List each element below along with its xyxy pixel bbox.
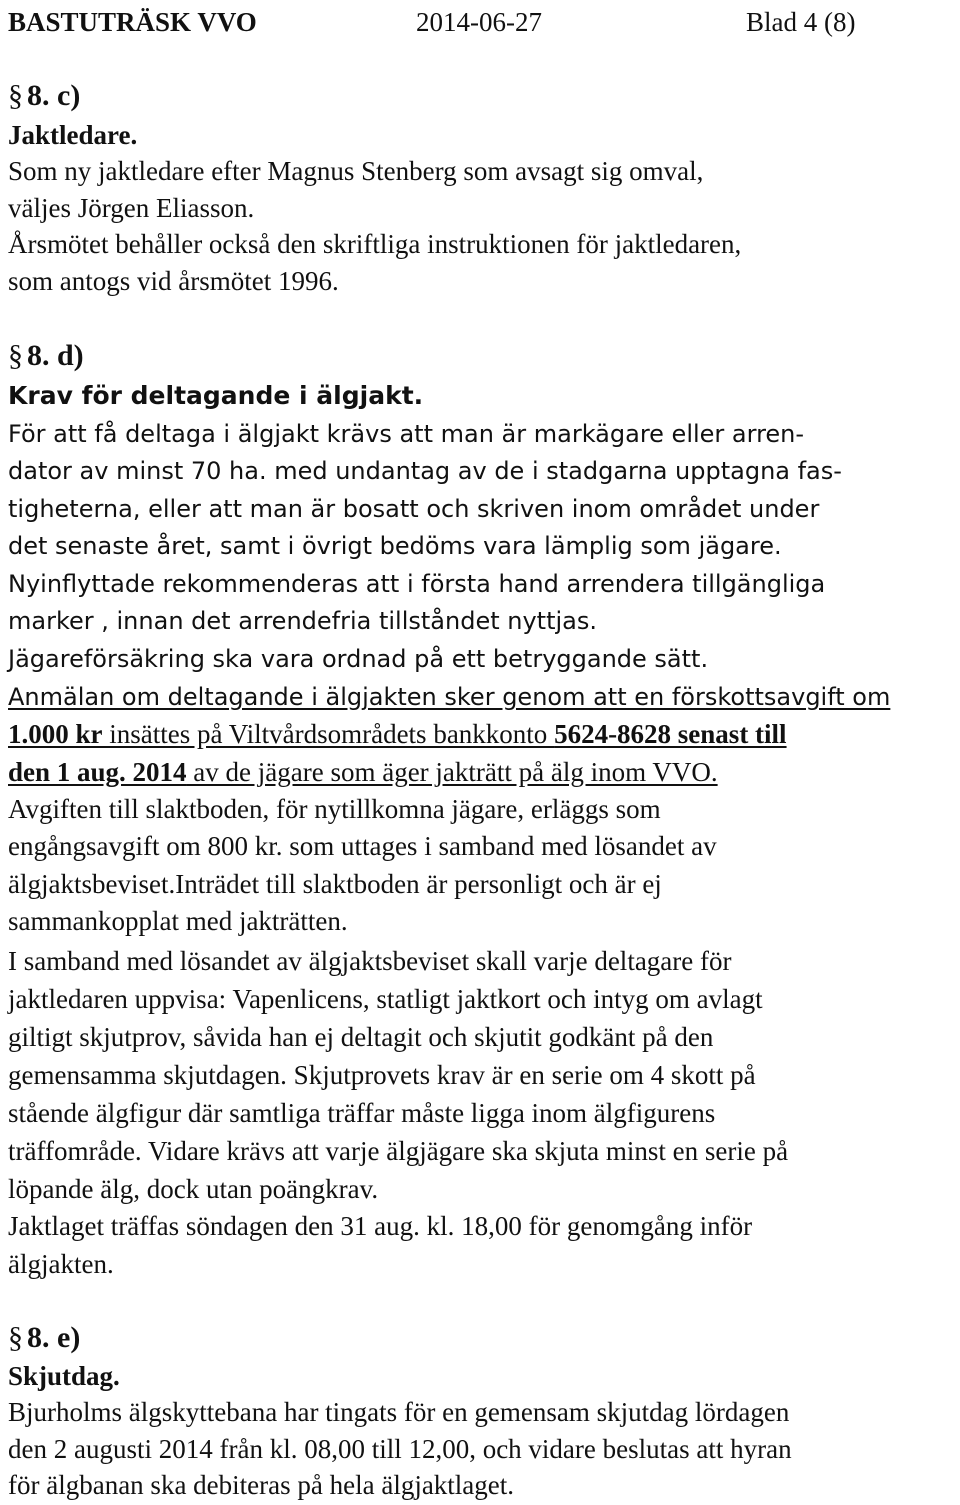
section-d-heading: Krav för deltagande i älgjakt. bbox=[8, 381, 424, 410]
section-e-heading: Skjutdag. bbox=[8, 1361, 120, 1391]
section-c-line: Som ny jaktledare efter Magnus Stenberg som avsagt sig omval, bbox=[8, 156, 704, 186]
page-header bbox=[8, 4, 956, 40]
section-d-line: tigheterna, eller att man är bosatt och skriven inom området under bbox=[8, 495, 820, 523]
paragraph-symbol-icon: § bbox=[8, 339, 23, 372]
section-d-line: engångsavgift om 800 kr. som uttages i samband med lösandet av bbox=[8, 831, 717, 861]
header-date: 2014-06-27 bbox=[416, 7, 542, 37]
section-c-number: § 8. c) bbox=[8, 79, 81, 112]
registration-notice-line: Anmälan om deltagande i älgjakten sker genom att en förskottsavgift om bbox=[8, 683, 891, 711]
section-d-line: För att få deltaga i älgjakt krävs att man är markägare eller arren- bbox=[8, 420, 805, 448]
section-e-line: Bjurholms älgskyttebana har tingats för en gemensam skjutdag lördagen bbox=[8, 1397, 790, 1427]
fee-amount: 1.000 kr bbox=[8, 719, 103, 749]
section-c-line: Årsmötet behåller också den skriftliga instruktionen för jaktledaren, bbox=[8, 229, 742, 259]
section-d-line: det senaste året, samt i övrigt bedöms vara lämplig som jägare. bbox=[8, 532, 782, 560]
header-organization: BASTUTRÄSK VVO bbox=[8, 7, 257, 37]
fee-text: insättes på Viltvårdsområdets bankkonto bbox=[102, 719, 555, 749]
section-c-line: som antogs vid årsmötet 1996. bbox=[8, 266, 339, 296]
paragraph-symbol-icon: § bbox=[8, 1321, 23, 1354]
section-d-line: stående älgfigur där samtliga träffar måste ligga inom älgfigurens bbox=[8, 1098, 716, 1128]
section-e-number: § 8. e) bbox=[8, 1321, 81, 1354]
deadline-text: av de jägare som äger jakträtt på älg inom VVO. bbox=[186, 757, 718, 787]
fee-line bbox=[8, 716, 787, 752]
section-d-line: löpande älg, dock utan poängkrav. bbox=[8, 1174, 379, 1204]
section-d-line: Avgiften till slaktboden, för nytillkomna jägare, erläggs som bbox=[8, 794, 661, 824]
section-d-line: älgjakten. bbox=[8, 1249, 114, 1279]
section-d-line: marker , innan det arrendefria tillståndet nyttjas. bbox=[8, 607, 598, 635]
section-e-line: för älgbanan ska debiteras på hela älgjaktlaget. bbox=[8, 1470, 515, 1500]
section-d-line: Nyinflyttade rekommenderas att i första hand arrendera tillgängliga bbox=[8, 570, 826, 598]
section-d-line: giltigt skjutprov, såvida han ej deltagit och skjutit godkänt på den bbox=[8, 1022, 714, 1052]
bank-account: 5624-8628 senast till bbox=[554, 719, 787, 749]
section-d-line: I samband med lösandet av älgjaktsbeviset skall varje deltagare för bbox=[8, 946, 732, 976]
header-page-number: Blad 4 (8) bbox=[746, 7, 856, 37]
deadline-date: den 1 aug. 2014 bbox=[8, 757, 187, 787]
deadline-line bbox=[8, 754, 718, 790]
section-d-line: Jaktlaget träffas söndagen den 31 aug. kl. 18,00 för genomgång inför bbox=[8, 1211, 753, 1241]
section-d-line: jaktledaren uppvisa: Vapenlicens, statligt jaktkort och intyg om avlagt bbox=[8, 984, 763, 1014]
section-d-line: dator av minst 70 ha. med undantag av de i stadgarna upptagna fas- bbox=[8, 457, 842, 485]
section-d-line: älgjaktsbeviset.Inträdet till slaktboden är personligt och är ej bbox=[8, 869, 662, 899]
section-d-line: sammankopplat med jakträtten. bbox=[8, 906, 348, 936]
section-e-line: den 2 augusti 2014 från kl. 08,00 till 12,00, och vidare beslutas att hyran bbox=[8, 1434, 792, 1464]
section-d-line: träffområde. Vidare krävs att varje älgjägare ska skjuta minst en serie på bbox=[8, 1136, 789, 1166]
section-c-heading: Jaktledare. bbox=[8, 120, 138, 150]
section-d-line: Jägareförsäkring ska vara ordnad på ett betryggande sätt. bbox=[8, 645, 709, 673]
section-c-line: väljes Jörgen Eliasson. bbox=[8, 193, 255, 223]
section-d-line: gemensamma skjutdagen. Skjutprovets krav är en serie om 4 skott på bbox=[8, 1060, 756, 1090]
section-d-number: § 8. d) bbox=[8, 339, 84, 372]
paragraph-symbol-icon: § bbox=[8, 79, 23, 112]
